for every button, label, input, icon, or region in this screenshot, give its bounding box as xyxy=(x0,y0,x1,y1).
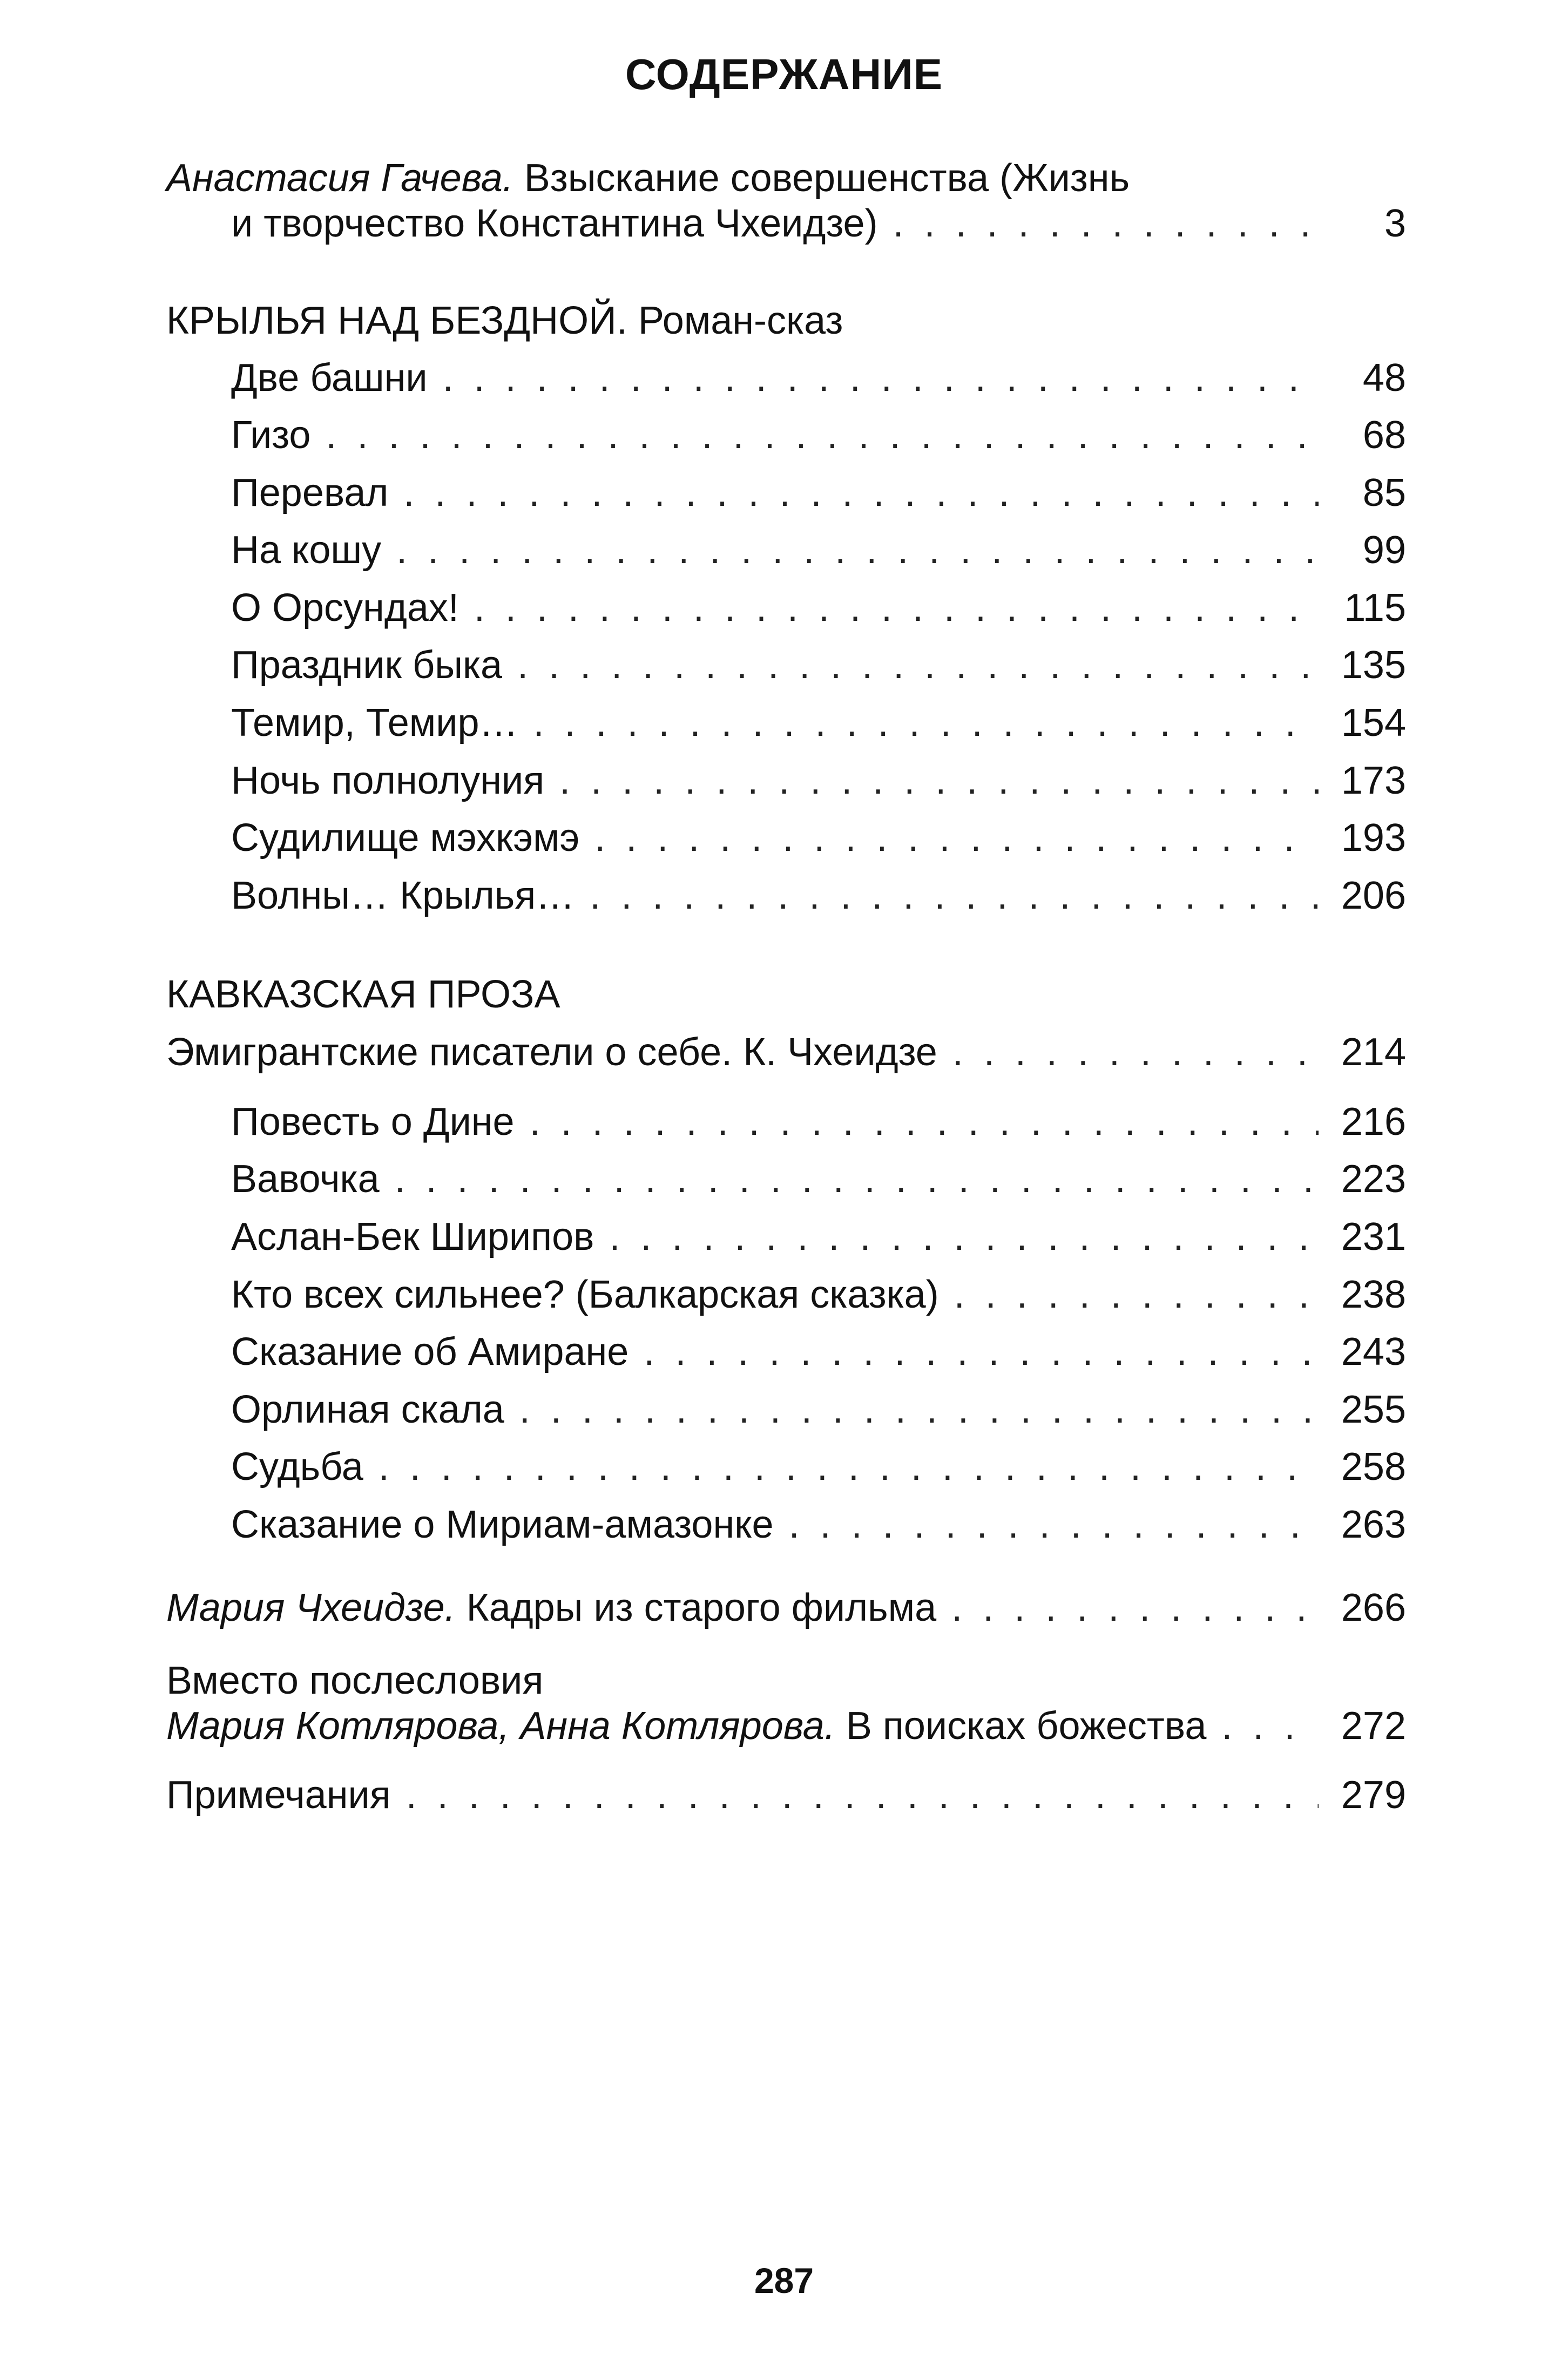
entry-title: Перевал xyxy=(231,471,389,515)
toc-entry xyxy=(231,1099,1406,1145)
dot-leader xyxy=(893,201,1319,246)
entry-title: Судилище мэхкэмэ xyxy=(231,816,580,860)
page-number: 48 xyxy=(1362,356,1406,400)
page-number: 135 xyxy=(1341,644,1406,687)
section-subtitle: Роман-сказ xyxy=(627,299,843,342)
section-caps: КРЫЛЬЯ НАД БЕЗДНОЙ. xyxy=(166,299,627,342)
entry-title: На кошу xyxy=(231,529,382,572)
entry-title: Орлиная скала xyxy=(231,1388,504,1431)
page-number: 243 xyxy=(1341,1330,1406,1373)
toc-entry xyxy=(231,585,1406,631)
page-number: 231 xyxy=(1341,1215,1406,1258)
dot-leader xyxy=(443,355,1319,401)
dot-leader xyxy=(533,700,1319,746)
toc-entry-afterword xyxy=(166,1703,1406,1749)
page-number: 154 xyxy=(1341,701,1406,745)
entry-title: и творчество Константина Чхеидзе) xyxy=(231,202,878,245)
page-number: 3 xyxy=(1384,202,1406,245)
dot-leader xyxy=(530,1099,1319,1145)
page-folio-number: 287 xyxy=(754,2261,814,2300)
page-number: 99 xyxy=(1362,529,1406,572)
dot-leader xyxy=(406,1772,1319,1818)
dot-leader xyxy=(644,1329,1319,1375)
page-number: 214 xyxy=(1341,1031,1406,1074)
entry-title: Праздник быка xyxy=(231,644,503,687)
page-number: 173 xyxy=(1341,759,1406,802)
entry-title: Сказание о Мириам-амазонке xyxy=(231,1503,774,1546)
page-number: 263 xyxy=(1341,1503,1406,1546)
entry-title: Примечания xyxy=(166,1774,391,1817)
dot-leader xyxy=(379,1444,1319,1490)
dot-leader xyxy=(954,1272,1319,1317)
toc-entry xyxy=(231,1329,1406,1375)
entry-title: Аслан-Бек Ширипов xyxy=(231,1215,594,1258)
dot-leader xyxy=(952,1030,1319,1075)
toc-entry xyxy=(231,1444,1406,1490)
toc-entry xyxy=(231,1214,1406,1260)
page-number: 223 xyxy=(1341,1158,1406,1201)
dot-leader xyxy=(609,1214,1319,1260)
page-number: 266 xyxy=(1341,1586,1406,1629)
entry-title: Две башни xyxy=(231,356,428,400)
dot-leader xyxy=(789,1502,1319,1547)
page-number: 115 xyxy=(1344,586,1406,630)
entry-title: В поисках божества xyxy=(835,1704,1207,1748)
dot-leader xyxy=(951,1585,1319,1630)
entry-title: Взыскание совершенства (Жизнь xyxy=(513,157,1130,200)
toc-entry xyxy=(231,355,1406,401)
dot-leader xyxy=(395,1156,1319,1202)
entry-title: Гизо xyxy=(231,414,311,457)
toc-entry-notes xyxy=(166,1772,1406,1818)
entry-title: Кадры из старого фильма xyxy=(455,1586,937,1629)
toc-entry-intro-line1 xyxy=(166,155,1406,201)
toc-entry xyxy=(231,700,1406,746)
page-number: 193 xyxy=(1341,816,1406,860)
toc-entry-memoir xyxy=(166,1585,1406,1630)
toc-entry xyxy=(231,1387,1406,1432)
afterword-label: Вместо послесловия xyxy=(166,1659,544,1702)
page-number: 258 xyxy=(1341,1445,1406,1488)
page-number: 85 xyxy=(1362,471,1406,515)
page-number: 238 xyxy=(1341,1273,1406,1316)
section-heading xyxy=(166,298,1406,343)
dot-leader xyxy=(396,527,1319,573)
page-number: 206 xyxy=(1341,874,1406,917)
dot-leader xyxy=(1221,1703,1319,1749)
entry-title: Повесть о Дине xyxy=(231,1100,515,1143)
toc-entry xyxy=(231,527,1406,573)
toc-entry xyxy=(231,412,1406,458)
toc-entry-intro-line2 xyxy=(231,201,1406,246)
entry-author: Мария Котлярова, Анна Котлярова. xyxy=(166,1704,835,1748)
entry-title: Сказание об Амиране xyxy=(231,1330,629,1373)
toc-entry xyxy=(231,873,1406,918)
dot-leader xyxy=(594,815,1319,861)
entry-title: Ночь полнолуния xyxy=(231,759,545,802)
page-number: 216 xyxy=(1341,1100,1406,1143)
entry-title-group xyxy=(166,1585,936,1630)
entry-author: Мария Чхеидзе. xyxy=(166,1586,456,1629)
dot-leader xyxy=(517,642,1319,688)
dot-leader xyxy=(326,412,1319,458)
page-number: 255 xyxy=(1341,1388,1406,1431)
entry-author: Анастасия Гачева. xyxy=(166,157,513,200)
page-number: 279 xyxy=(1341,1774,1406,1817)
toc-entry xyxy=(231,815,1406,861)
toc-entry xyxy=(231,1502,1406,1547)
entry-title: О Орсундах! xyxy=(231,586,459,630)
dot-leader xyxy=(403,470,1319,516)
dot-leader xyxy=(474,585,1319,631)
toc-entry xyxy=(231,1156,1406,1202)
toc-entry-lead xyxy=(166,1030,1406,1075)
page-title: СОДЕРЖАНИЕ xyxy=(625,50,943,98)
dot-leader xyxy=(559,758,1319,803)
toc-entry xyxy=(231,1272,1406,1317)
entry-title: Кто всех сильнее? (Балкарская сказка) xyxy=(231,1273,939,1316)
page-number: 68 xyxy=(1362,414,1406,457)
dot-leader xyxy=(590,873,1319,918)
section-heading: КАВКАЗСКАЯ ПРОЗА xyxy=(166,973,560,1016)
dot-leader xyxy=(519,1387,1319,1432)
entry-title: Темир, Темир… xyxy=(231,701,518,745)
toc-entry xyxy=(231,470,1406,516)
toc-entry xyxy=(231,642,1406,688)
page-number: 272 xyxy=(1341,1704,1406,1748)
entry-title: Судьба xyxy=(231,1445,363,1488)
toc-entry xyxy=(231,758,1406,803)
entry-title: Волны… Крылья… xyxy=(231,874,575,917)
entry-title: Вавочка xyxy=(231,1158,380,1201)
entry-title: Эмигрантские писатели о себе. К. Чхеидзе xyxy=(166,1031,937,1074)
entry-title-group xyxy=(166,1703,1206,1749)
